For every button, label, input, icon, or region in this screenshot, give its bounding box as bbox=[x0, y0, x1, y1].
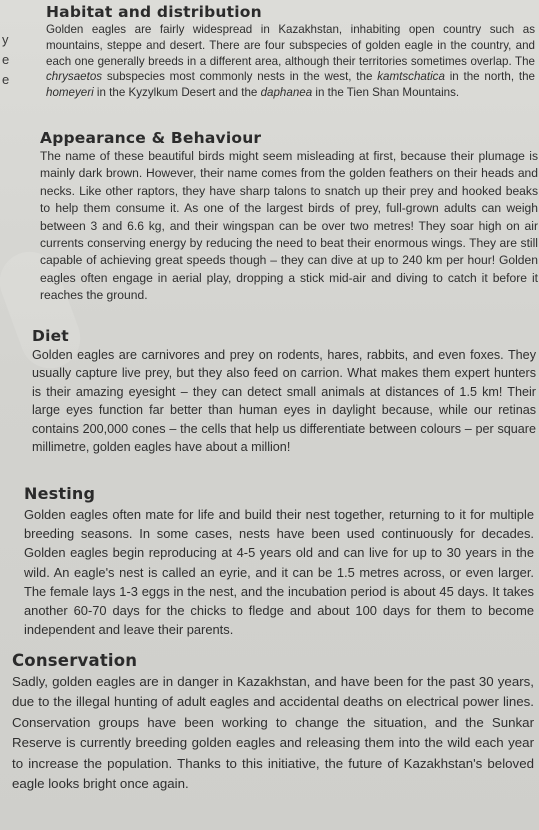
subspecies-name: kamtschatica bbox=[377, 70, 445, 84]
section-nesting bbox=[24, 483, 534, 639]
margin-fragment: y bbox=[2, 32, 9, 47]
text-run: in the north, the bbox=[444, 70, 535, 84]
margin-fragment: e bbox=[2, 72, 10, 87]
heading-appearance: Appearance & Behaviour bbox=[40, 129, 262, 147]
text-run: Golden eagles are fairly widespread in Kazakhstan, inhabiting open country such as mountains, steppe and desert. There are four subspecies of golden eagle in the country, and each one generally breeds in a different area, although their territories sometimes overlap. The bbox=[46, 23, 535, 68]
heading-nesting: Nesting bbox=[24, 484, 96, 503]
margin-fragments bbox=[2, 30, 12, 90]
paragraph-nesting: Golden eagles often mate for life and build their nest together, returning to it for multiple breeding seasons. In some cases, nests have been used continuously for decades. Golden eagles begin reproducing at 4-5 years old and can live for up to 30 years in the wild. An eagle's nest is called an eyrie, and it can be 1.5 metres across, or even larger. The female lays 1-3 eggs in the nest, and the incubation period is about 45 days. It takes another 60-70 days for the chicks to fledge and about 100 days for them to become independent and leave their parents. bbox=[24, 507, 534, 638]
paragraph-diet: Golden eagles are carnivores and prey on rodents, hares, rabbits, and even foxes. They usually capture live prey, but they also feed on carrion. What makes them expert hunters is their amazing eyesight – they can detect small animals at distances of 1.5 km! Their large eyes function far better than human eyes in daylight because, while our retinas contains 200,000 cones – the cells that help us differentiate between colours – per square millimetre, golden eagles have about a million! bbox=[32, 348, 536, 455]
heading-diet: Diet bbox=[32, 327, 69, 345]
paragraph-habitat bbox=[40, 22, 535, 101]
section-conservation bbox=[12, 650, 534, 794]
paragraph-appearance: The name of these beautiful birds might seem misleading at first, because their plumage is mainly dark brown. However, their name comes from the golden feathers on their heads and necks. Like other raptors, they have sharp talons to snatch up their prey and hooked beaks to help them consume it. As one of the largest birds of prey, full-grown adults can weigh between 3 and 6.6 kg, and their wingspan can be over two metres! They soar high on air currents conserving energy by reducing the need to beat their enormous wings. They are still capable of achieving great speeds though – they can dive at up to 240 km per hour! Golden eagles often engage in aerial play, dropping a stick mid-air and diving to catch it before it reaches the ground. bbox=[40, 149, 538, 303]
heading-habitat: Habitat and distribution bbox=[46, 3, 262, 21]
margin-fragment: e bbox=[2, 52, 10, 67]
paragraph-conservation: Sadly, golden eagles are in danger in Kazakhstan, and have been for the past 30 years, due to the illegal hunting of adult eagles and accidental deaths on electrical power lines. Conservation groups have been working to change the situation, and the Sunkar Reserve is currently breeding golden eagles and releasing them into the wild each year to increase the population. Thanks to this initiative, the future of Kazakhstan's beloved eagle looks bright once again. bbox=[12, 674, 534, 792]
subspecies-name: daphanea bbox=[260, 86, 313, 100]
section-diet bbox=[32, 326, 536, 456]
subspecies-name: chrysaetos bbox=[46, 70, 103, 84]
text-run: in the Kyzylkum Desert and the bbox=[93, 86, 261, 100]
text-run: in the Tien Shan Mountains. bbox=[312, 86, 460, 100]
section-appearance bbox=[40, 128, 538, 305]
section-habitat bbox=[40, 2, 535, 101]
subspecies-name: homeyeri bbox=[46, 86, 94, 100]
heading-conservation: Conservation bbox=[12, 651, 138, 670]
text-run: subspecies most commonly nests in the west, the bbox=[102, 70, 378, 84]
